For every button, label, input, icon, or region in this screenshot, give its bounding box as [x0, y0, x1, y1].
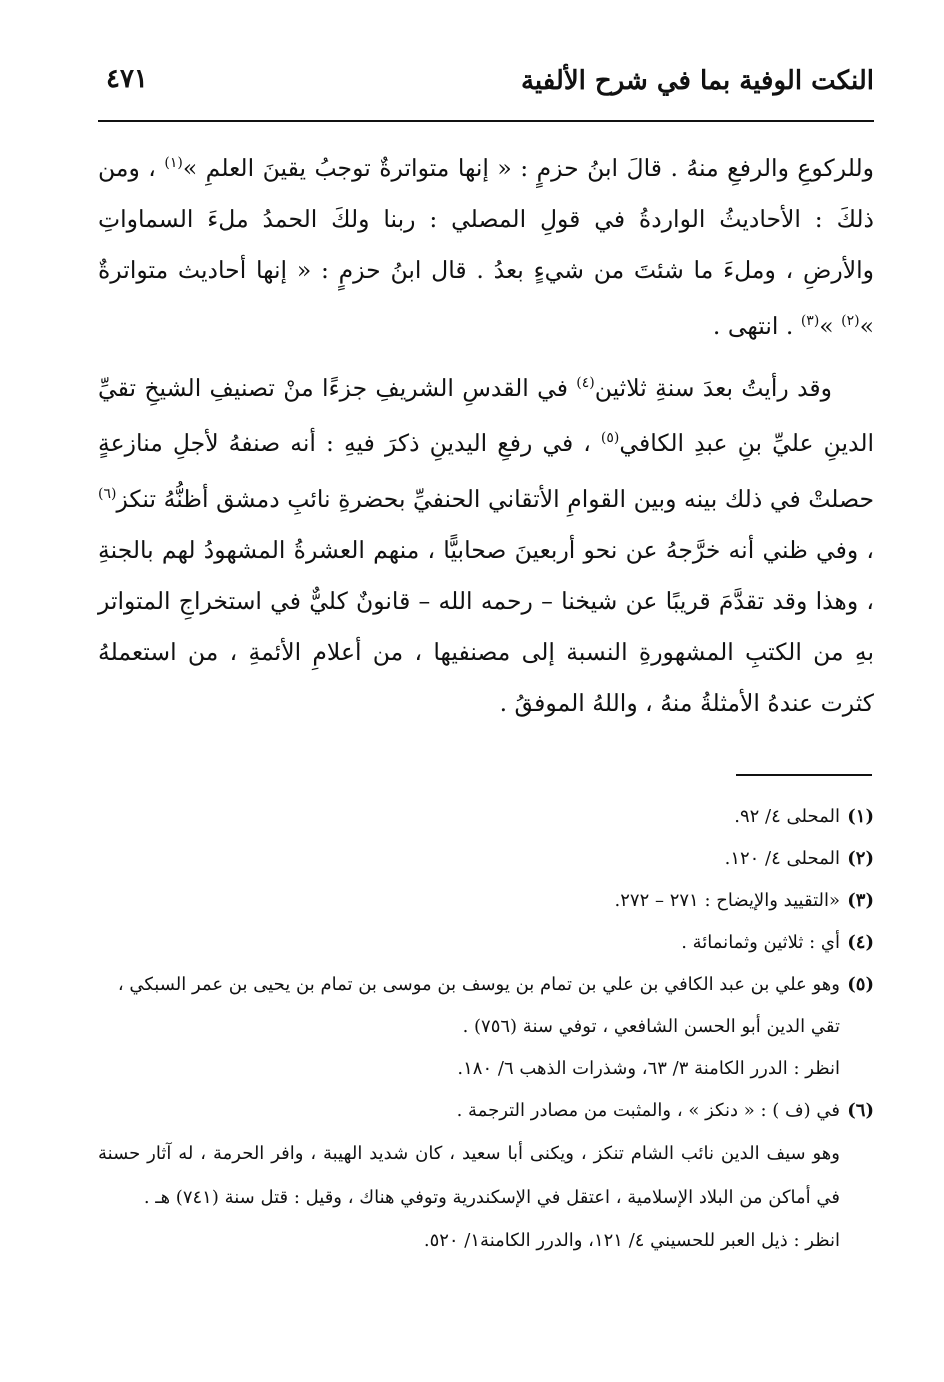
paragraph-1-text-3: » — [819, 311, 842, 340]
footnote-number: (٥) — [847, 974, 874, 995]
running-title: النكت الوفية بما في شرح الألفية — [520, 66, 874, 96]
footnote-6 — [98, 1090, 874, 1132]
page-header — [98, 58, 874, 122]
paragraph-1-text-4: . انتهى . — [712, 311, 801, 340]
page-number: ٤٧١ — [106, 64, 148, 94]
footnote-5-line-2: تقي الدين أبو الحسن الشافعي ، توفي سنة (٧٥٦) . — [462, 1016, 840, 1037]
footnote-ref-6: (٦) — [98, 486, 117, 503]
paragraph-1-text-2: ، ومن ذلكَ : الأحاديثُ الواردةُ في قولِ المصلي : ربنا ولكَ الحمدُ ملءَ السماواتِ والأرضِ ، وملءَ ما شئتَ من شيءٍ بعدُ . قال ابنُ حزمٍ : « إنها أحاديث متواترةٌ » — [98, 153, 874, 340]
footnote-number: (٤) — [847, 932, 874, 953]
paragraph-1 — [98, 138, 874, 352]
paragraph-2-text-1: وقد رأيتُ بعدَ سنةِ ثلاثين — [594, 373, 832, 402]
footnote-1 — [98, 796, 874, 838]
footnote-text: المحلى ٤/ ٩٢. — [734, 806, 840, 827]
footnote-2 — [98, 838, 874, 880]
footnote-text: في (ف ) : « دنكز » ، والمثبت من مصادر الترجمة . — [456, 1100, 840, 1121]
footnote-6-sources: انظر : ذيل العبر للحسيني ٤/ ١٢١، والدرر الكامنة١/ ٥٢٠. — [423, 1230, 840, 1251]
footnote-5-line-3: انظر : الدرر الكامنة ٣/ ٦٣، وشذرات الذهب ٦/ ١٨٠. — [457, 1058, 840, 1079]
footnote-3 — [98, 880, 874, 922]
footnote-ref-1: (١) — [164, 155, 183, 171]
footnote-text: «التقييد والإيضاح : ٢٧١ – ٢٧٢. — [614, 890, 840, 911]
footnote-5 — [98, 964, 874, 1006]
footnotes — [98, 796, 874, 1262]
footnote-number: (٢) — [847, 848, 874, 869]
footnote-text: وهو علي بن عبد الكافي بن علي بن تمام بن يوسف بن موسى بن تمام بن يحيى بن عمر السبكي ، — [117, 974, 840, 995]
main-text — [98, 138, 874, 729]
paragraph-1-text-1: وللركوعِ والرفعِ منهُ . قالَ ابنُ حزمٍ : « إنها متواترةٌ توجبُ يقينَ العلمِ » — [182, 153, 874, 182]
footnote-ref-5: (٥) — [600, 430, 620, 447]
paragraph-2-text-4: ، وفي ظني أنه خرَّجهُ عن نحو أربعينَ صحابيًّا ، منهم العشرةُ المشهودُ لهم بالجنةِ ، وهذا وقد تقدَّمَ قريبًا عن شيخنا – رحمه الله – قانونٌ كليٌّ في استخراجِ المتواتر بهِ من الكتبِ المشهورةِ النسبة إلى مصنفيها ، من أعلامِ الأئمةِ ، من استعملهُ كثرت عندهُ الأمثلةُ منهُ ، واللهُ الموفقُ . — [98, 536, 874, 718]
footnote-number: (١) — [847, 806, 874, 827]
paragraph-2-text-2: في القدسِ الشريفِ جزءًا منْ تصنيفِ الشيخِ تقيِّ الدينِ عليِّ بنِ عبدِ الكافي — [98, 373, 875, 458]
paragraph-2 — [98, 358, 874, 729]
footnote-text: أي : ثلاثين وثمانمائة . — [681, 932, 840, 953]
footnote-ref-2: (٢) — [841, 312, 860, 329]
footnote-number: (٣) — [847, 890, 874, 911]
footnote-number: (٦) — [847, 1100, 874, 1121]
footnote-ref-4: (٤) — [576, 374, 595, 391]
paragraph-2-text-3: ، في رفعِ اليدينِ ذكرَ فيهِ : أنه صنفهُ لأجلِ منازعةٍ حصلتْ في ذلك بينه وبين القوامِ الأتقاني الحنفيِّ بحضرةِ نائبِ دمشق أظنُّهُ تنكز — [98, 429, 874, 514]
footnote-ref-3: (٣) — [800, 312, 820, 329]
footnote-6-biography: وهو سيف الدين نائب الشام تنكز ، ويكنى أبا سعيد ، كان شديد الهيبة ، وافر الحرمة ، له آثار حسنة في أماكن من البلاد الإسلامية ، اعتقل في الإسكندرية وتوفي هناك ، وقيل : قتل سنة (٧٤١) هـ . — [98, 1143, 840, 1208]
footnote-text: المحلى ٤/ ١٢٠. — [724, 848, 840, 869]
footnote-separator — [736, 774, 872, 776]
footnote-4 — [98, 922, 874, 964]
